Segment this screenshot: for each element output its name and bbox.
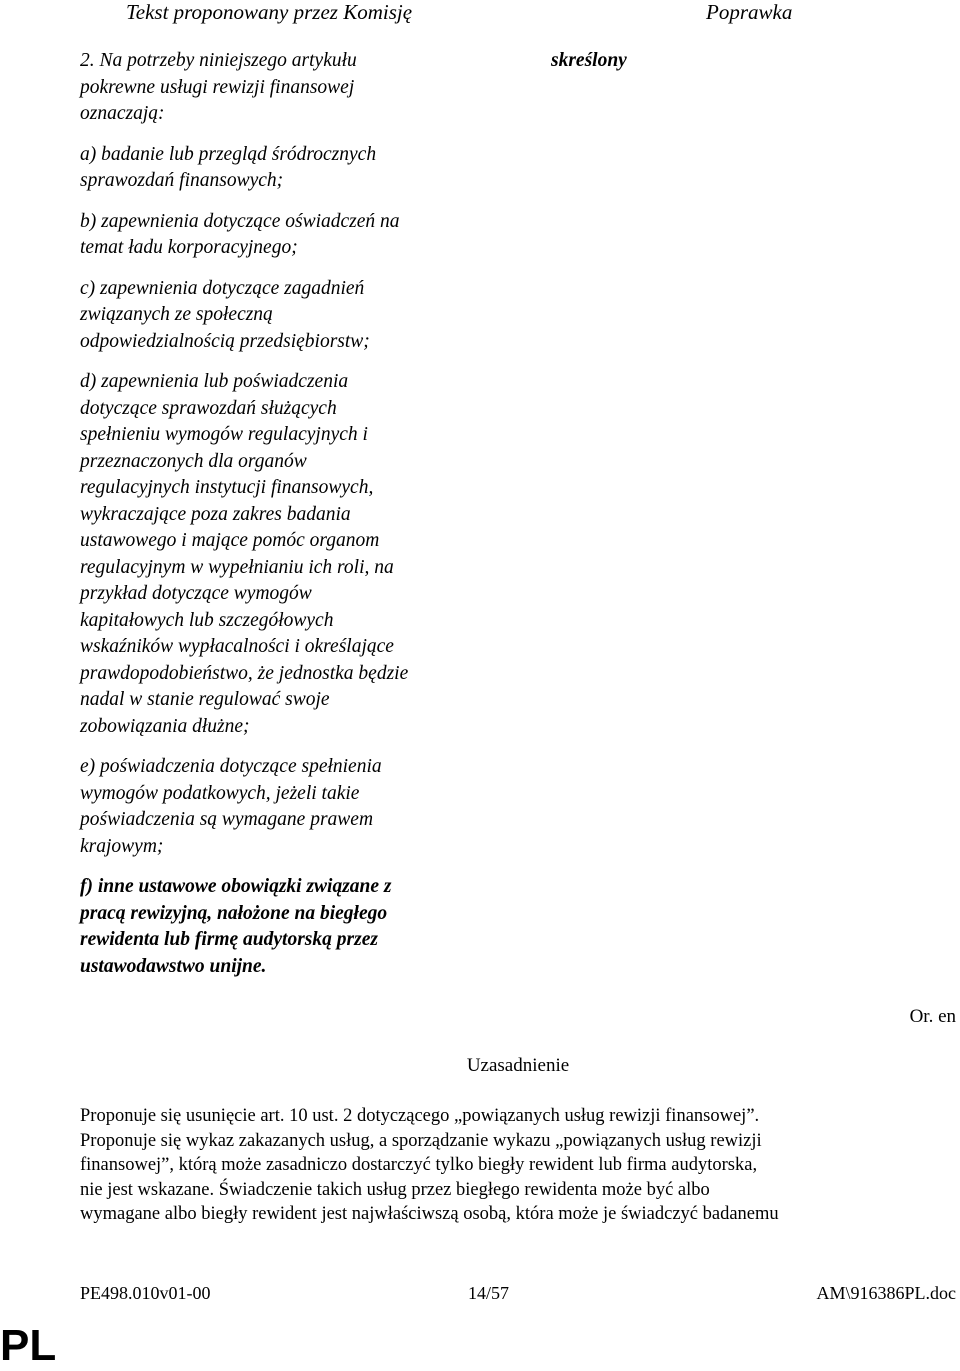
paragraph-f: f) inne ustawowe obowiązki związane z pracą rewizyjną, nałożone na biegłego rewidenta lub firmę audytorską przez ustawodawstwo unijne. [80, 876, 392, 977]
amendment-text: skreślony [551, 50, 627, 71]
header-column-right-title: Poprawka [706, 0, 793, 24]
justification-heading: Uzasadnienie [466, 1055, 570, 1076]
paragraph-a: a) badanie lub przegląd śródrocznych sprawozdań finansowych; [80, 143, 377, 191]
paragraph-e: e) poświadczenia dotyczące spełnienia wymogów podatkowych, jeżeli takie poświadczenia są wymagane prawem krajowym; [80, 756, 382, 857]
paragraph-c: c) zapewnienia dotyczące zagadnień związanych ze społeczną odpowiedzialnością przedsiębiorstw; [80, 277, 370, 352]
footer-document-ref: PE498.010v01-00 [80, 1283, 211, 1303]
paragraph-d: d) zapewnienia lub poświadczenia dotyczące sprawozdań służących spełnieniu wymogów regulacyjnych i przeznaczonych dla organów regulacyjnych instytucji finansowych, wykraczające poza zakres badania ustawowego i mające pomóc organom regulacyjnym w wypełnianiu ich roli, na przykład dotyczące wymogów kapitałowych lub szczegółowych wskaźników wypłacalności i określające prawdopodobieństwo, że jednostka będzie nadal w stanie regulować swoje zobowiązania dłużne; [80, 371, 409, 737]
commission-text-column [80, 48, 520, 994]
paragraph-b: b) zapewnienia dotyczące oświadczeń na temat ładu korporacyjnego; [80, 210, 400, 258]
original-language-note: Or. en [909, 1006, 956, 1027]
header-column-left-title: Tekst proponowany przez Komisję [126, 0, 413, 24]
paragraph-intro: 2. Na potrzeby niniejszego artykułu pokrewne usługi rewizji finansowej oznaczają: [80, 50, 357, 124]
footer-file-name: AM\916386PL.doc [816, 1283, 956, 1303]
justification-text: Proponuje się usunięcie art. 10 ust. 2 dotyczącego „powiązanych usług rewizji finansowej”. Proponuje się wykaz zakazanych usług, a sporządzanie wykazu „powiązanych usług rewizji finansowej”, którą może zasadniczo dostarczyć tylko biegły rewident lub firma audytorska, nie jest wskazane. Świadczenie takich usług przez biegłego rewidenta może być albo wymagane albo biegły rewident jest najwłaściwszą osobą, która może je świadczyć badanemu [80, 1106, 779, 1224]
footer-page-number: 14/57 [468, 1283, 510, 1303]
language-tag: PL [0, 1321, 57, 1370]
